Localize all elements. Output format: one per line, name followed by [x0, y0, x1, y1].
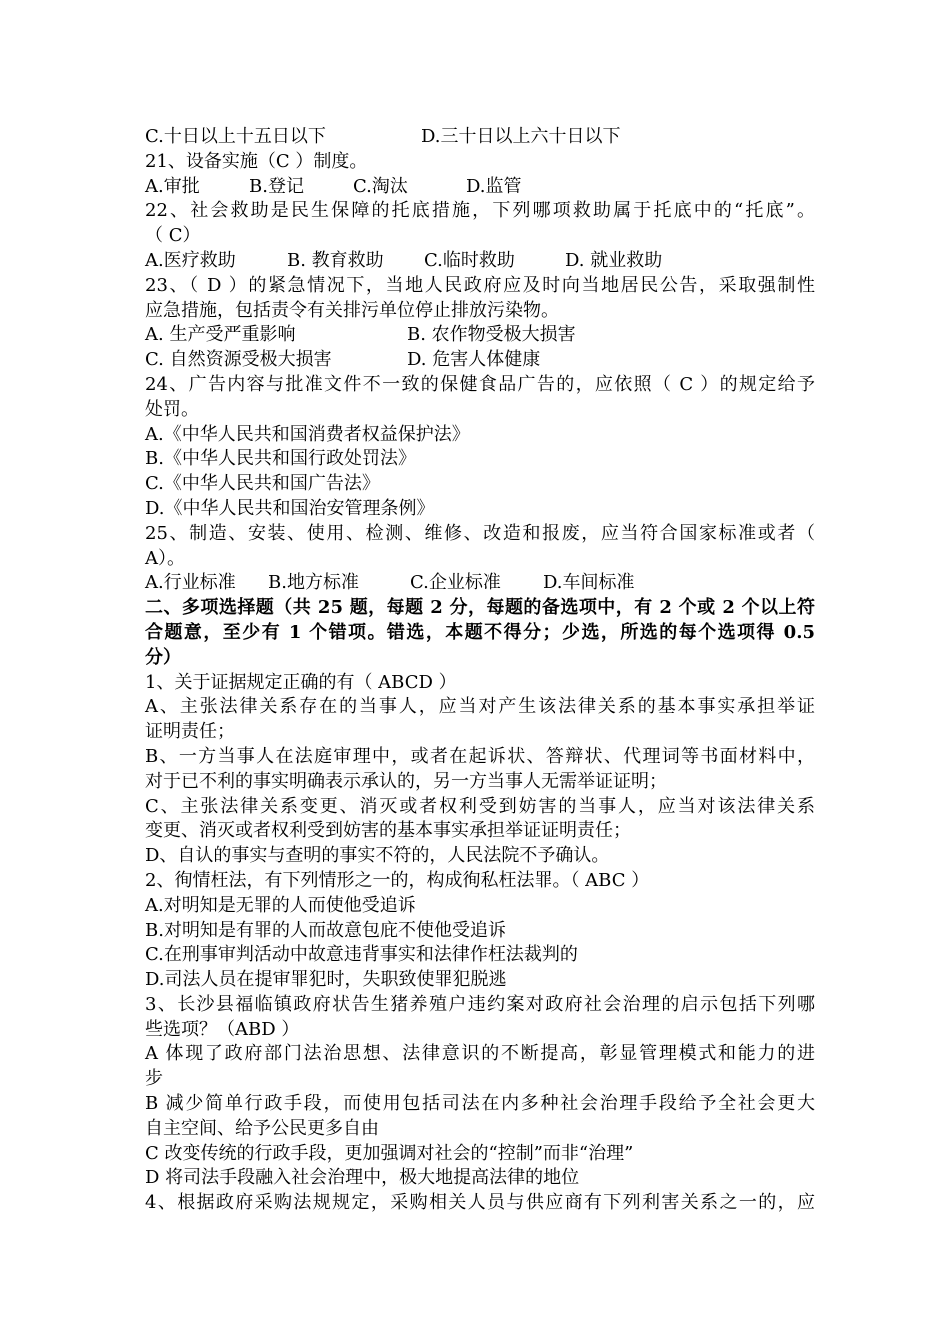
text-line: C.在刑事审判活动中故意违背事实和法律作枉法裁判的	[145, 944, 578, 966]
option-text: A. 生产受严重影响	[145, 324, 296, 346]
text-line: D.司法人员在提审罪犯时，失职致使罪犯脱逃	[145, 969, 507, 991]
text-line: 3、长沙县福临镇政府状告生猪养殖户违约案对政府社会治理的启示包括下列哪	[145, 993, 815, 1015]
text-line: 证明责任；	[145, 721, 235, 743]
text-line: C.《中华人民共和国广告法》	[145, 473, 380, 495]
text-line: B.《中华人民共和国行政处罚法》	[145, 448, 416, 470]
text-line: B、一方当事人在法庭审理中，或者在起诉状、答辩状、代理词等书面材料中，	[145, 745, 815, 767]
text-line: （ C）	[145, 225, 201, 247]
document-body	[145, 125, 815, 1216]
options-line	[145, 323, 815, 348]
option-text: C.企业标准	[410, 572, 501, 594]
option-text: C.十日以上十五日以下	[145, 126, 326, 147]
text-line: 些选项？（ABD ）	[145, 1018, 300, 1040]
text-line: 25、制造、安装、使用、检测、维修、改造和报废，应当符合国家标准或者（	[145, 522, 815, 544]
options-line	[145, 125, 815, 150]
text-line: B.对明知是有罪的人而故意包庇不使他受追诉	[145, 919, 506, 941]
text-line: A）。	[145, 547, 185, 569]
text-line: 对于已不利的事实明确表示承认的，另一方当事人无需举证证明；	[145, 770, 667, 792]
section-heading-line: 合题意，至少有 1 个错项。错选，本题不得分；少选，所选的每个选项得 0.5	[145, 621, 815, 643]
option-text: B.登记	[249, 175, 304, 197]
option-text: D.监管	[466, 175, 522, 197]
section-heading-line: 分）	[145, 646, 181, 668]
section-heading-line: 二、多项选择题（共 25 题，每题 2 分，每题的备选项中，有 2 个或 2 个以上符	[145, 597, 815, 619]
text-line: 应急措施，包括责令有关排污单位停止排放污染物。	[145, 299, 559, 321]
option-text: A.医疗救助	[145, 249, 236, 271]
text-line: 2、徇情枉法，有下列情形之一的，构成徇私枉法罪。（ ABC ）	[145, 869, 650, 891]
text-line: B 减少简单行政手段，而使用包括司法在内多种社会治理手段给予全社会更大	[145, 1093, 815, 1115]
text-line: 步	[145, 1068, 163, 1090]
options-line	[145, 175, 815, 200]
text-line: A.《中华人民共和国消费者权益保护法》	[145, 423, 470, 445]
option-text: D. 就业救助	[565, 249, 663, 271]
option-text: B. 教育救助	[287, 249, 384, 271]
text-line: 处罚。	[145, 398, 199, 420]
text-line: C 改变传统的行政手段，更加强调对社会的“控制”而非“治理”	[145, 1142, 634, 1164]
options-line	[145, 571, 815, 596]
text-line: A 体现了政府部门法治思想、法律意识的不断提高，彰显管理模式和能力的进	[145, 1043, 815, 1065]
text-line: 1、关于证据规定正确的有（ ABCD ）	[145, 671, 457, 693]
text-line: C、主张法律关系变更、消灭或者权利受到妨害的当事人，应当对该法律关系	[145, 795, 815, 817]
text-line: 21、设备实施（C ）制度。	[145, 150, 368, 172]
option-text: B. 农作物受极大损害	[407, 324, 576, 346]
options-line	[145, 249, 815, 274]
option-text: D.三十日以上六十日以下	[421, 126, 621, 147]
option-text: C.临时救助	[424, 249, 515, 271]
option-text: B.地方标准	[268, 572, 359, 594]
text-line: D.《中华人民共和国治安管理条例》	[145, 497, 435, 519]
option-text: C.淘汰	[353, 175, 408, 197]
text-line: 4、根据政府采购法规规定，采购相关人员与供应商有下列利害关系之一的，应	[145, 1192, 815, 1214]
options-line	[145, 348, 815, 373]
text-line: A.对明知是无罪的人而使他受追诉	[145, 894, 416, 916]
option-text: A.行业标准	[145, 572, 236, 594]
text-line: A、主张法律关系存在的当事人，应当对产生该法律关系的基本事实承担举证	[145, 696, 815, 718]
text-line: 22、社会救助是民生保障的托底措施，下列哪项救助属于托底中的“托底”。	[145, 200, 815, 222]
text-line: D 将司法手段融入社会治理中，极大地提高法律的地位	[145, 1167, 580, 1189]
option-text: D.车间标准	[543, 572, 635, 594]
option-text: C. 自然资源受极大损害	[145, 349, 332, 371]
text-line: D、自认的事实与查明的事实不符的，人民法院不予确认。	[145, 845, 610, 867]
text-line: 变更、消灭或者权利受到妨害的基本事实承担举证证明责任；	[145, 820, 631, 842]
text-line: 23、（ D ）的紧急情况下，当地人民政府应及时向当地居民公告，采取强制性	[145, 274, 815, 296]
option-text: D. 危害人体健康	[407, 349, 541, 371]
text-line: 自主空间、给予公民更多自由	[145, 1117, 379, 1139]
option-text: A.审批	[145, 175, 200, 197]
text-line: 24、广告内容与批准文件不一致的保健食品广告的，应依照（ C ）的规定给予	[145, 373, 815, 395]
